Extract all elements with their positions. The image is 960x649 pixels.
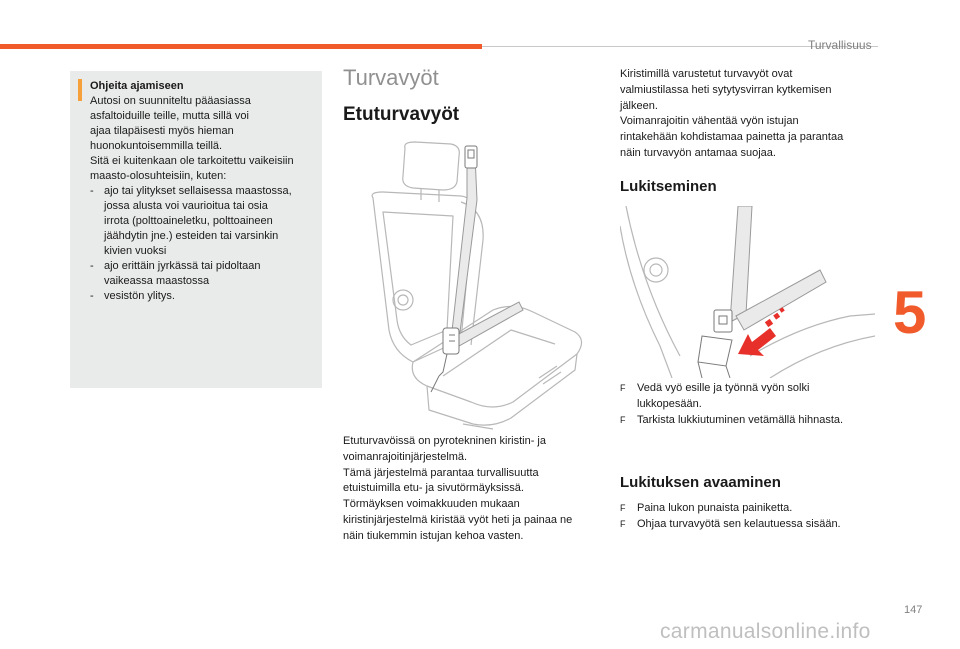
page-number: 147 xyxy=(904,604,923,616)
list-item: - ajo erittäin jyrkässä tai pidoltaan vaikeassa maastossa xyxy=(90,260,261,287)
list-item: - ajo tai ylitykset sellaisessa maastossa, jossa alusta voi vaurioitua tai osia irrota (polttoaineletku, polttoaineen jäähdytin jne.) esteiden tai varsinkin kivien vuoksi xyxy=(90,185,292,257)
bullet-icon: F xyxy=(620,414,626,425)
tip-list xyxy=(90,184,316,304)
section-title: Turvallisuus xyxy=(808,38,872,52)
bullet-icon: F xyxy=(620,518,626,529)
unlock-steps xyxy=(620,501,841,533)
page-heading: Turvavyöt xyxy=(343,65,439,90)
list-item: F Vedä vyö esille ja työnnä vyön solki lukkopesään. xyxy=(620,381,843,413)
chapter-number: 5 xyxy=(893,279,927,346)
header-accent-bar xyxy=(0,44,482,49)
list-item: F Ohjaa turvavyötä sen kelautuessa sisään. xyxy=(620,517,841,533)
tip-line: ajaa tilapäisesti myös hieman xyxy=(90,125,234,137)
list-item: F Paina lukon punaista painiketta. xyxy=(620,501,841,517)
tip-box xyxy=(70,71,322,388)
tip-line: huonokuntoisemmilla teillä. xyxy=(90,140,223,152)
bullet-icon: F xyxy=(620,383,626,393)
tip-line: maasto-olosuhteisiin, kuten: xyxy=(90,170,227,182)
bullet-icon: F xyxy=(620,503,626,513)
info-icon xyxy=(78,81,82,101)
pretensioner-description: Etuturvavöissä on pyrotekninen kiristin- ja voimanrajoitinjärjestelmä. Tämä järjestelmä parantaa turvallisuutta etuistuimilla etu- ja sivutörmäyksissä. Törmäyksen voimakkuuden mukaan kiristinjärjestelmä kiristää vyöt heti ja painaa ne näin tiukemmin istujan kehoa vasten. xyxy=(343,435,573,542)
tip-title: Ohjeita ajamiseen xyxy=(90,80,184,92)
section-heading: Etuturvavyöt xyxy=(343,104,460,125)
watermark: carmanualsonline.info xyxy=(660,620,871,643)
tip-line: Sitä ei kuitenkaan ole tarkoitettu vaikeisiin xyxy=(90,155,294,167)
lock-steps xyxy=(620,381,843,428)
list-item: F Tarkista lukkiutuminen vetämällä hihnasta. xyxy=(620,413,843,429)
tip-line: Autosi on suunniteltu pääasiassa xyxy=(90,95,251,107)
unlock-heading: Lukituksen avaaminen xyxy=(620,474,781,491)
lock-heading: Lukitseminen xyxy=(620,178,717,195)
seat-belt-illustration xyxy=(343,140,598,430)
buckle-illustration xyxy=(620,206,875,378)
list-item: - vesistön ylitys. xyxy=(90,290,175,302)
intro-text: Kiristimillä varustetut turvavyöt ovat valmiustilassa heti sytytysvirran kytkemisen jälkeen. Voimanrajoitin vähentää vyön istujan rintakehään kohdistamaa painetta ja parantaa näin turvavyön antamaa suojaa. xyxy=(620,68,844,159)
tip-line: asfaltoiduille teille, mutta sillä voi xyxy=(90,110,249,122)
